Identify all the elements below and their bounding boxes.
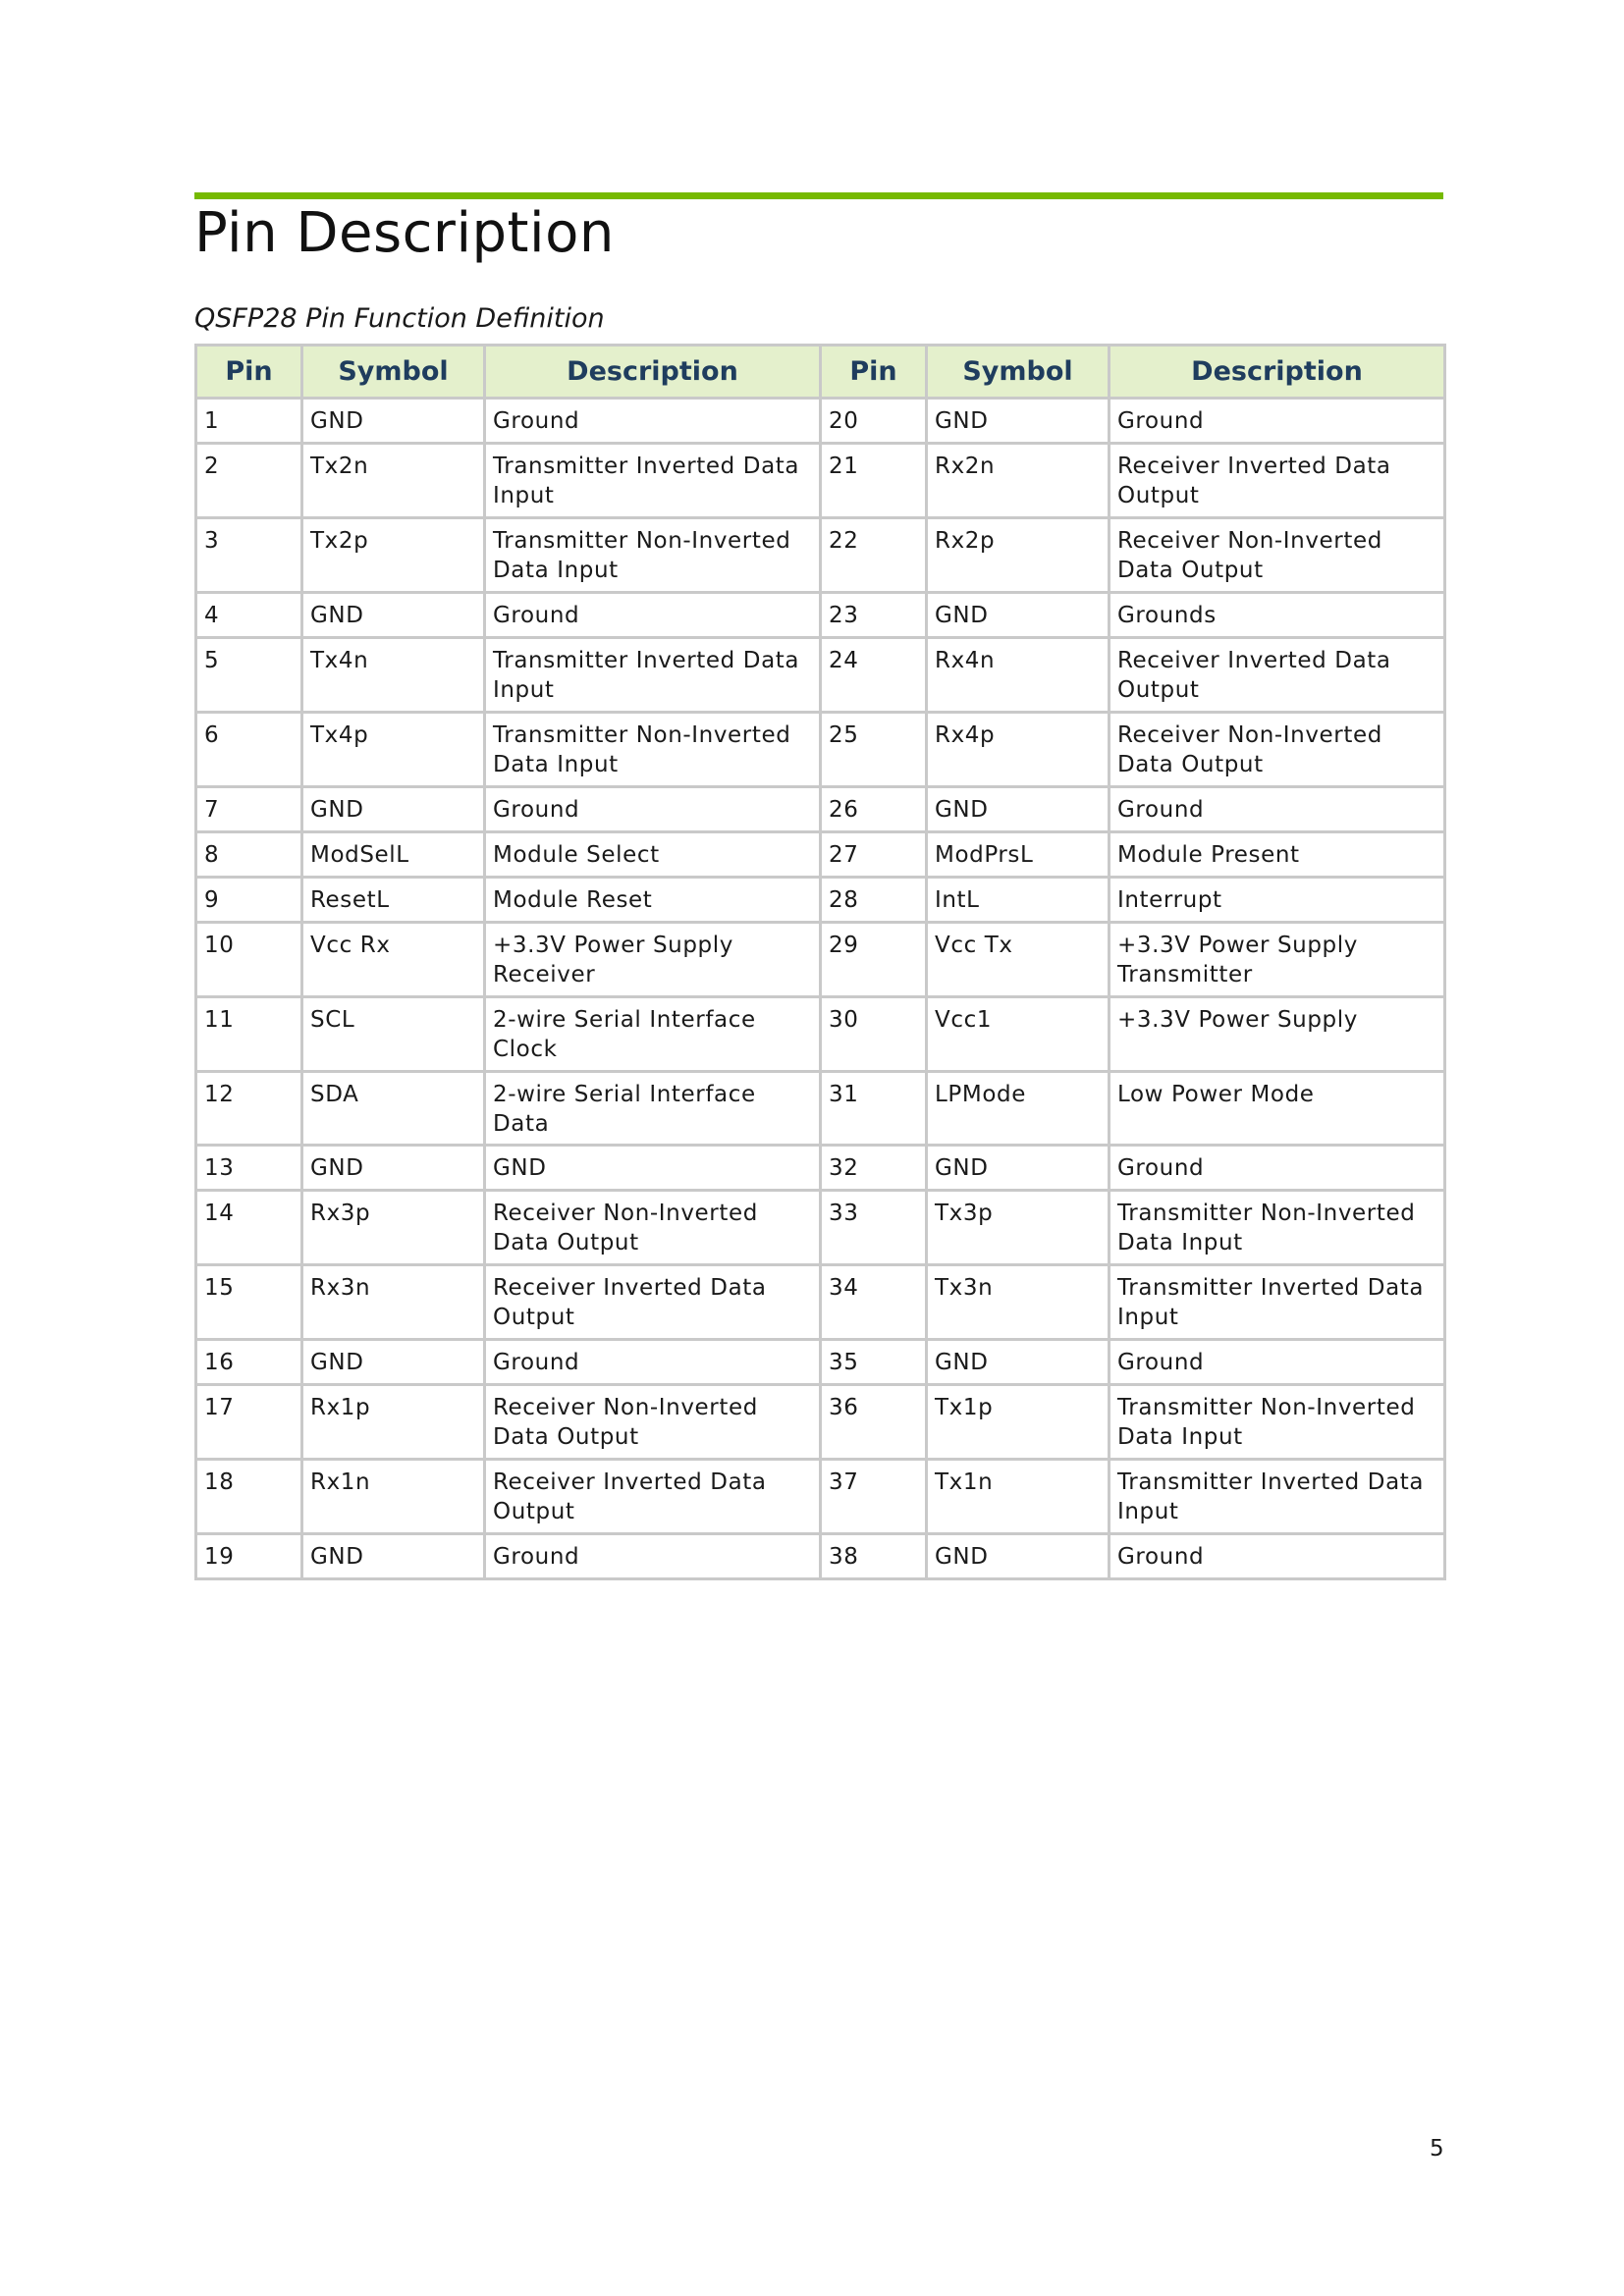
pin-cell: 32 bbox=[821, 1146, 927, 1191]
symbol-cell: Rx2n bbox=[927, 444, 1110, 518]
symbol-cell: Vcc1 bbox=[927, 997, 1110, 1072]
pin-cell: 5 bbox=[196, 638, 302, 713]
pin-cell: 15 bbox=[196, 1265, 302, 1340]
description-cell: Receiver Inverted Data Output bbox=[485, 1265, 821, 1340]
symbol-cell: Tx1p bbox=[927, 1385, 1110, 1460]
table-row bbox=[196, 1340, 1445, 1385]
pin-cell: 10 bbox=[196, 923, 302, 997]
table-row bbox=[196, 1191, 1445, 1265]
pin-cell: 3 bbox=[196, 518, 302, 593]
description-cell: Ground bbox=[485, 787, 821, 832]
symbol-cell: GND bbox=[927, 1534, 1110, 1579]
symbol-cell: Tx3n bbox=[927, 1265, 1110, 1340]
symbol-cell: SDA bbox=[302, 1072, 485, 1146]
description-cell: Transmitter Non-Inverted Data Input bbox=[1110, 1385, 1445, 1460]
symbol-cell: Rx4p bbox=[927, 713, 1110, 787]
title-rule bbox=[194, 192, 1443, 199]
symbol-cell: GND bbox=[927, 1146, 1110, 1191]
pin-cell: 23 bbox=[821, 593, 927, 638]
description-cell: +3.3V Power Supply Transmitter bbox=[1110, 923, 1445, 997]
symbol-cell: GND bbox=[302, 1534, 485, 1579]
symbol-cell: ModSelL bbox=[302, 832, 485, 878]
pin-cell: 31 bbox=[821, 1072, 927, 1146]
description-cell: Ground bbox=[1110, 1534, 1445, 1579]
symbol-cell: ResetL bbox=[302, 878, 485, 923]
pin-cell: 18 bbox=[196, 1460, 302, 1534]
description-cell: Transmitter Non-Inverted Data Input bbox=[485, 518, 821, 593]
symbol-cell: GND bbox=[302, 1146, 485, 1191]
symbol-cell: GND bbox=[927, 1340, 1110, 1385]
description-cell: Ground bbox=[485, 593, 821, 638]
table-header-row bbox=[196, 346, 1445, 399]
description-cell: Receiver Inverted Data Output bbox=[485, 1460, 821, 1534]
symbol-cell: GND bbox=[302, 399, 485, 444]
pin-cell: 29 bbox=[821, 923, 927, 997]
pin-cell: 11 bbox=[196, 997, 302, 1072]
symbol-cell: GND bbox=[302, 1340, 485, 1385]
pin-cell: 1 bbox=[196, 399, 302, 444]
header-pin-right: Pin bbox=[821, 346, 927, 399]
header-pin-left: Pin bbox=[196, 346, 302, 399]
description-cell: Receiver Non-Inverted Data Output bbox=[1110, 518, 1445, 593]
symbol-cell: GND bbox=[927, 787, 1110, 832]
pin-cell: 22 bbox=[821, 518, 927, 593]
header-description-right: Description bbox=[1110, 346, 1445, 399]
pin-cell: 12 bbox=[196, 1072, 302, 1146]
symbol-cell: GND bbox=[927, 593, 1110, 638]
description-cell: Receiver Inverted Data Output bbox=[1110, 638, 1445, 713]
symbol-cell: GND bbox=[927, 399, 1110, 444]
pin-cell: 17 bbox=[196, 1385, 302, 1460]
symbol-cell: Rx3p bbox=[302, 1191, 485, 1265]
table-row bbox=[196, 878, 1445, 923]
pin-cell: 4 bbox=[196, 593, 302, 638]
description-cell: +3.3V Power Supply Receiver bbox=[485, 923, 821, 997]
pin-cell: 8 bbox=[196, 832, 302, 878]
description-cell: Ground bbox=[485, 1534, 821, 1579]
pin-cell: 34 bbox=[821, 1265, 927, 1340]
symbol-cell: Tx1n bbox=[927, 1460, 1110, 1534]
symbol-cell: Rx3n bbox=[302, 1265, 485, 1340]
symbol-cell: ModPrsL bbox=[927, 832, 1110, 878]
table-row bbox=[196, 1072, 1445, 1146]
symbol-cell: Tx2p bbox=[302, 518, 485, 593]
header-symbol-right: Symbol bbox=[927, 346, 1110, 399]
header-symbol-left: Symbol bbox=[302, 346, 485, 399]
pin-function-table bbox=[194, 344, 1446, 1580]
pin-cell: 13 bbox=[196, 1146, 302, 1191]
table-row bbox=[196, 444, 1445, 518]
description-cell: Receiver Non-Inverted Data Output bbox=[485, 1385, 821, 1460]
description-cell: Receiver Non-Inverted Data Output bbox=[485, 1191, 821, 1265]
symbol-cell: IntL bbox=[927, 878, 1110, 923]
table-row bbox=[196, 1534, 1445, 1579]
description-cell: Transmitter Non-Inverted Data Input bbox=[485, 713, 821, 787]
description-cell: Ground bbox=[1110, 1340, 1445, 1385]
table-row bbox=[196, 923, 1445, 997]
table-row bbox=[196, 713, 1445, 787]
table-row bbox=[196, 787, 1445, 832]
page-title: Pin Description bbox=[194, 201, 615, 265]
table-body bbox=[196, 399, 1445, 1579]
symbol-cell: GND bbox=[302, 787, 485, 832]
pin-cell: 24 bbox=[821, 638, 927, 713]
pin-cell: 14 bbox=[196, 1191, 302, 1265]
symbol-cell: Tx2n bbox=[302, 444, 485, 518]
description-cell: Transmitter Inverted Data Input bbox=[1110, 1460, 1445, 1534]
symbol-cell: Rx1p bbox=[302, 1385, 485, 1460]
table-row bbox=[196, 997, 1445, 1072]
description-cell: Ground bbox=[485, 399, 821, 444]
symbol-cell: Tx4p bbox=[302, 713, 485, 787]
pin-cell: 28 bbox=[821, 878, 927, 923]
description-cell: Transmitter Inverted Data Input bbox=[1110, 1265, 1445, 1340]
symbol-cell: LPMode bbox=[927, 1072, 1110, 1146]
symbol-cell: Tx4n bbox=[302, 638, 485, 713]
pin-cell: 6 bbox=[196, 713, 302, 787]
description-cell: Transmitter Inverted Data Input bbox=[485, 444, 821, 518]
pin-cell: 16 bbox=[196, 1340, 302, 1385]
table-row bbox=[196, 1265, 1445, 1340]
pin-cell: 7 bbox=[196, 787, 302, 832]
table-row bbox=[196, 1146, 1445, 1191]
symbol-cell: SCL bbox=[302, 997, 485, 1072]
table-caption: QSFP28 Pin Function Definition bbox=[194, 303, 605, 334]
pin-cell: 27 bbox=[821, 832, 927, 878]
symbol-cell: Vcc Rx bbox=[302, 923, 485, 997]
pin-cell: 9 bbox=[196, 878, 302, 923]
pin-cell: 19 bbox=[196, 1534, 302, 1579]
pin-cell: 36 bbox=[821, 1385, 927, 1460]
table-row bbox=[196, 1385, 1445, 1460]
symbol-cell: Tx3p bbox=[927, 1191, 1110, 1265]
pin-cell: 38 bbox=[821, 1534, 927, 1579]
pin-cell: 25 bbox=[821, 713, 927, 787]
page-number: 5 bbox=[1430, 2136, 1444, 2162]
pin-cell: 26 bbox=[821, 787, 927, 832]
symbol-cell: Rx2p bbox=[927, 518, 1110, 593]
description-cell: Transmitter Inverted Data Input bbox=[485, 638, 821, 713]
symbol-cell: Rx1n bbox=[302, 1460, 485, 1534]
table-row bbox=[196, 593, 1445, 638]
description-cell: Module Reset bbox=[485, 878, 821, 923]
description-cell: Ground bbox=[1110, 787, 1445, 832]
description-cell: Receiver Non-Inverted Data Output bbox=[1110, 713, 1445, 787]
symbol-cell: Rx4n bbox=[927, 638, 1110, 713]
pin-cell: 30 bbox=[821, 997, 927, 1072]
description-cell: Grounds bbox=[1110, 593, 1445, 638]
symbol-cell: GND bbox=[302, 593, 485, 638]
description-cell: +3.3V Power Supply bbox=[1110, 997, 1445, 1072]
pin-cell: 21 bbox=[821, 444, 927, 518]
description-cell: Interrupt bbox=[1110, 878, 1445, 923]
symbol-cell: Vcc Tx bbox=[927, 923, 1110, 997]
description-cell: Receiver Inverted Data Output bbox=[1110, 444, 1445, 518]
table-row bbox=[196, 399, 1445, 444]
table-row bbox=[196, 1460, 1445, 1534]
pin-cell: 20 bbox=[821, 399, 927, 444]
description-cell: Ground bbox=[1110, 1146, 1445, 1191]
description-cell: 2-wire Serial Interface Clock bbox=[485, 997, 821, 1072]
description-cell: Transmitter Non-Inverted Data Input bbox=[1110, 1191, 1445, 1265]
pin-cell: 37 bbox=[821, 1460, 927, 1534]
description-cell: Module Present bbox=[1110, 832, 1445, 878]
description-cell: Ground bbox=[485, 1340, 821, 1385]
header-description-left: Description bbox=[485, 346, 821, 399]
table-row bbox=[196, 638, 1445, 713]
description-cell: Ground bbox=[1110, 399, 1445, 444]
description-cell: 2-wire Serial Interface Data bbox=[485, 1072, 821, 1146]
table-row bbox=[196, 518, 1445, 593]
description-cell: Module Select bbox=[485, 832, 821, 878]
pin-cell: 35 bbox=[821, 1340, 927, 1385]
table-row bbox=[196, 832, 1445, 878]
description-cell: Low Power Mode bbox=[1110, 1072, 1445, 1146]
pin-cell: 33 bbox=[821, 1191, 927, 1265]
description-cell: GND bbox=[485, 1146, 821, 1191]
pin-cell: 2 bbox=[196, 444, 302, 518]
